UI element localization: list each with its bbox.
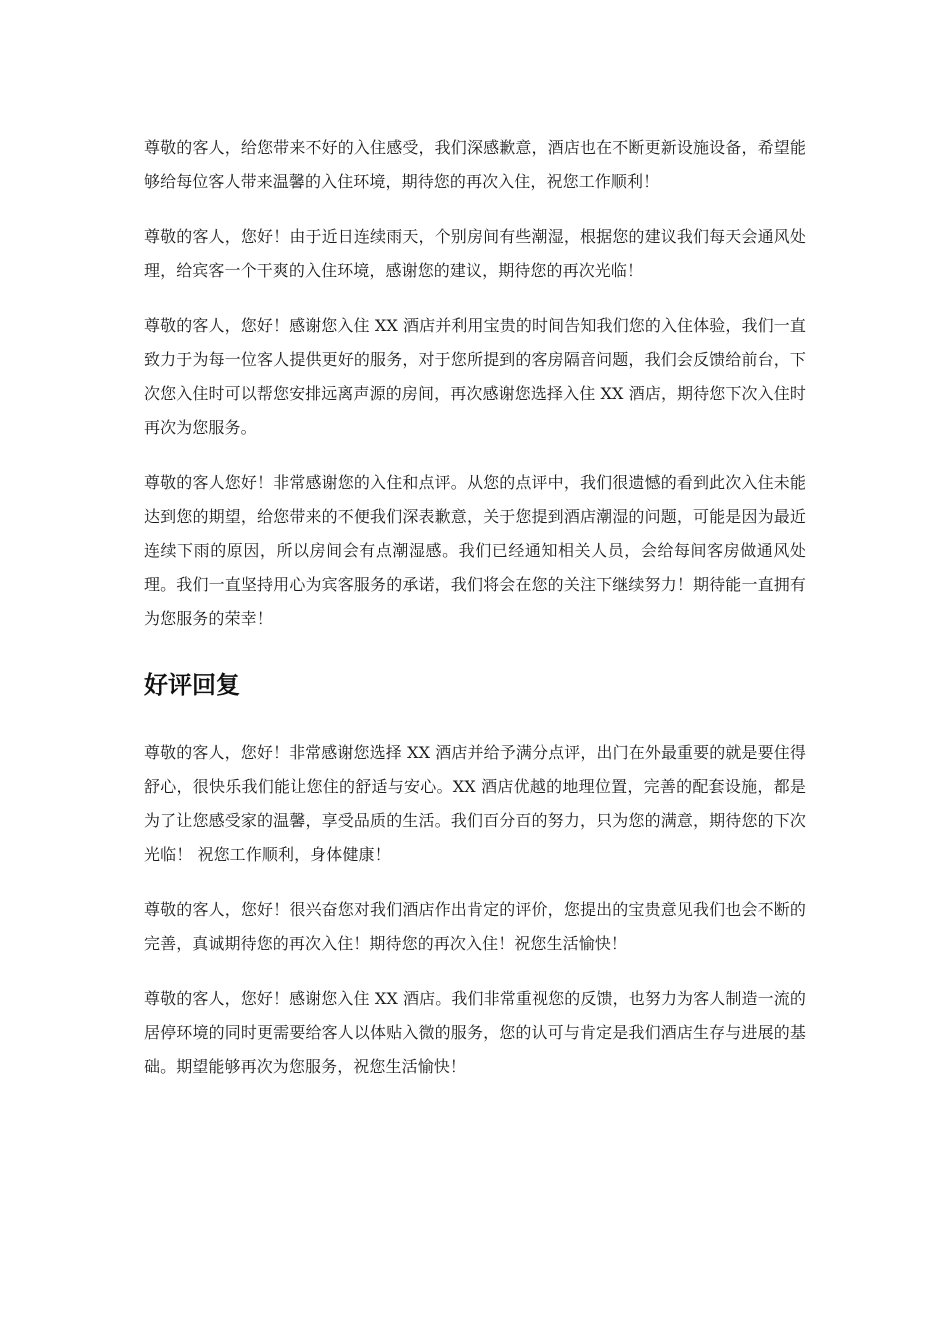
document-page [144, 131, 806, 1084]
negative-reply-2: 尊敬的客人，您好！由于近日连续雨天，个别房间有些潮湿，根据您的建议我们每天会通风处理，给宾客一个干爽的入住环境，感谢您的建议，期待您的再次光临！ [144, 227, 806, 280]
positive-reply-2: 尊敬的客人，您好！很兴奋您对我们酒店作出肯定的评价，您提出的宝贵意见我们也会不断的完善，真诚期待您的再次入住！期待您的再次入住！祝您生活愉快！ [144, 900, 806, 953]
negative-reply-3: 尊敬的客人，您好！感谢您入住 XX 酒店并利用宝贵的时间告知我们您的入住体验，我们一直致力于为每一位客人提供更好的服务，对于您所提到的客房隔音问题，我们会反馈给前台，下次您入住时可以帮您安排远离声源的房间，再次感谢您选择入住 XX 酒店，期待您下次入住时再次为您服务。 [144, 316, 806, 437]
positive-section-title: 好评回复 [144, 671, 240, 699]
positive-reply-1: 尊敬的客人，您好！非常感谢您选择 XX 酒店并给予满分点评，出门在外最重要的就是要住得舒心，很快乐我们能让您住的舒适与安心。XX 酒店优越的地理位置，完善的配套设施，都是为了让您感受家的温馨，享受品质的生活。我们百分百的努力，只为您的满意，期待您的下次光临！ 祝您工作顺利，身体健康！ [144, 743, 806, 864]
negative-reply-1: 尊敬的客人，给您带来不好的入住感受，我们深感歉意，酒店也在不断更新设施设备，希望能够给每位客人带来温馨的入住环境，期待您的再次入住，祝您工作顺利！ [144, 138, 806, 191]
negative-reply-4: 尊敬的客人您好！非常感谢您的入住和点评。从您的点评中，我们很遗憾的看到此次入住未能达到您的期望，给您带来的不便我们深表歉意，关于您提到酒店潮湿的问题，可能是因为最近连续下雨的原因，所以房间会有点潮湿感。我们已经通知相关人员，会给每间客房做通风处理。我们一直坚持用心为宾客服务的承诺，我们将会在您的关注下继续努力！期待能一直拥有为您服务的荣幸！ [144, 473, 806, 628]
positive-reply-3: 尊敬的客人，您好！感谢您入住 XX 酒店。我们非常重视您的反馈，也努力为客人制造一流的居停环境的同时更需要给客人以体贴入微的服务，您的认可与肯定是我们酒店生存与进展的基础。期望能够再次为您服务，祝您生活愉快！ [144, 989, 806, 1076]
